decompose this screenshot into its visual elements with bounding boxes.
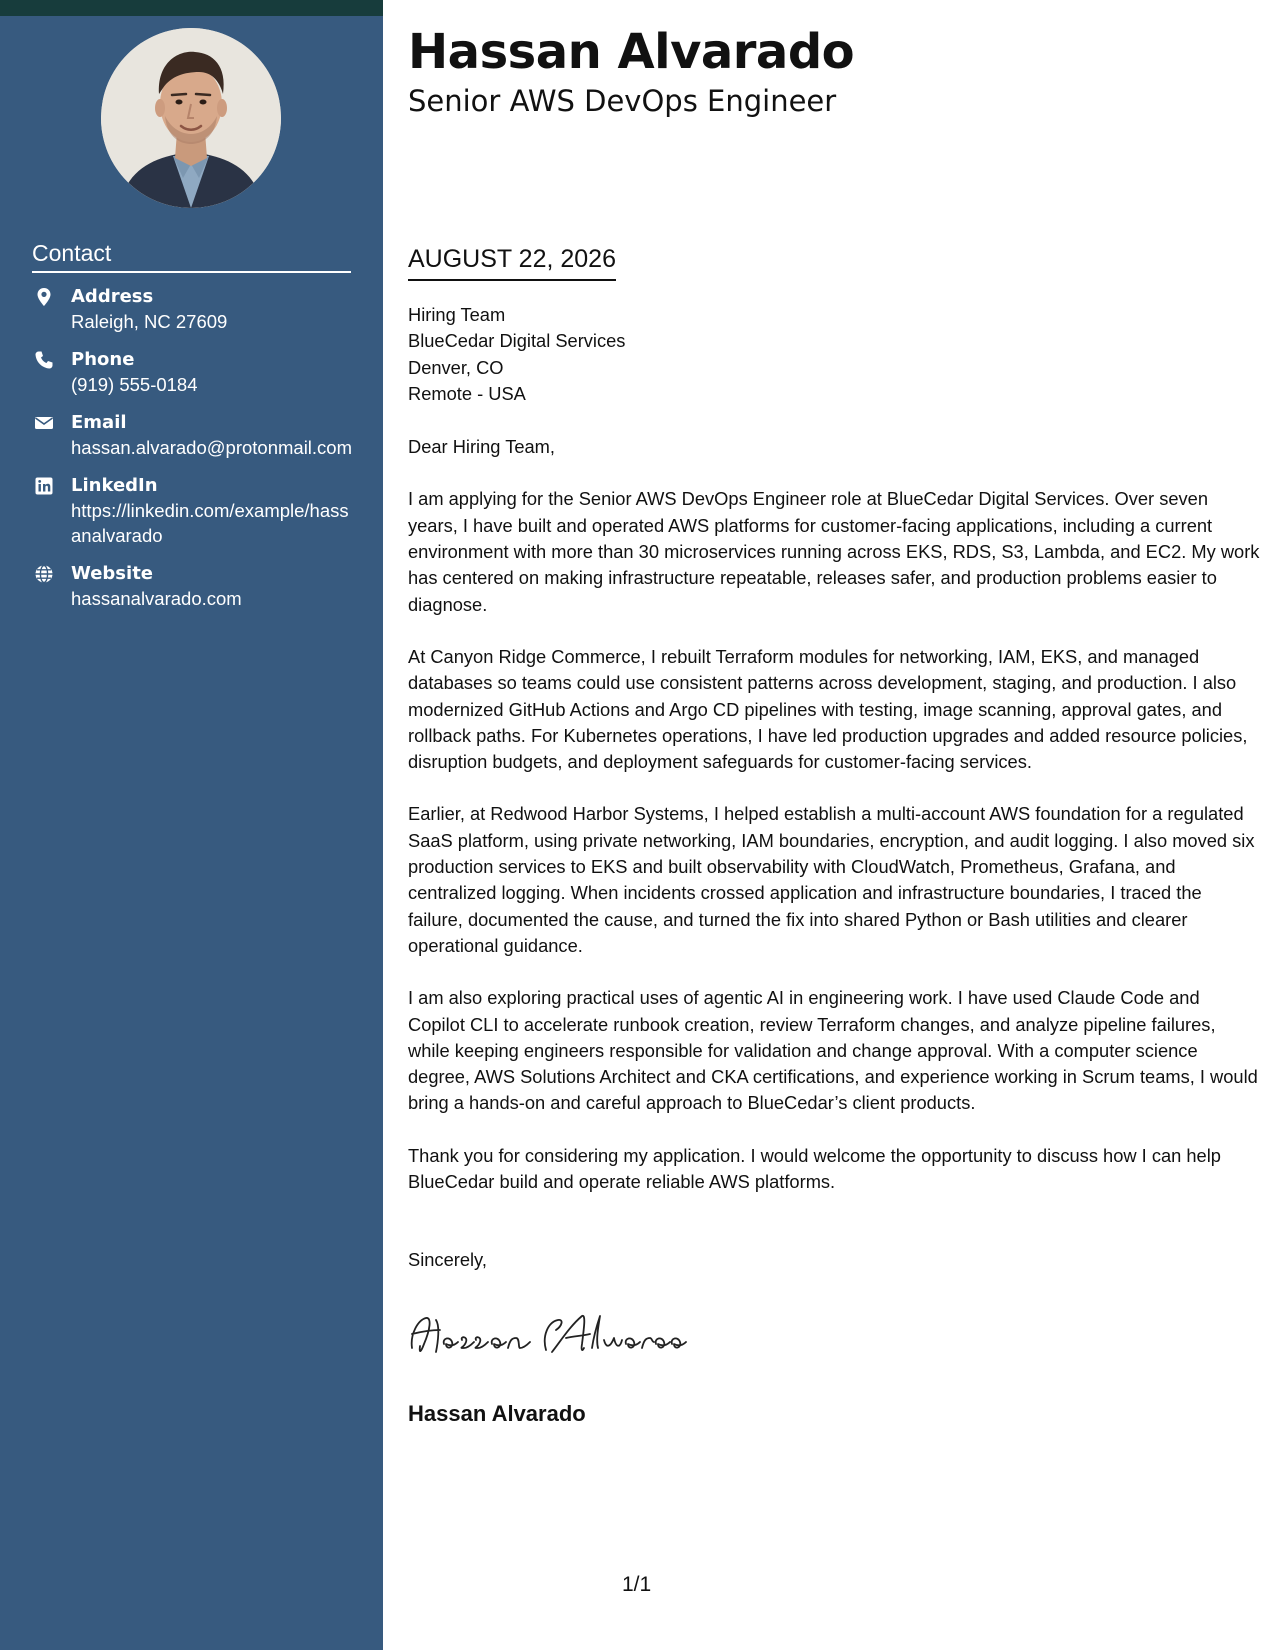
recipient-line: BlueCedar Digital Services <box>408 330 626 352</box>
letter-paragraph: Thank you for considering my application. I would welcome the opportunity to discuss how I can help BlueCedar build and operate reliable AWS platforms. <box>408 1144 1221 1193</box>
letter-paragraph: I am also exploring practical uses of agentic AI in engineering work. I have used Claude Code and Copilot CLI to accelerate runbook creation, review Terraform changes, and analyze pipeline failures, while keeping engineers responsible for validation and change approval. With a computer science degree, AWS Solutions Architect and CKA certifications, and experience working in Scrum teams, I would bring a hands-on and careful approach to BlueCedar’s client products. <box>408 987 1258 1114</box>
applicant-name: Hassan Alvarado <box>408 24 855 80</box>
page-number: 1/1 <box>622 1573 652 1596</box>
linkedin-value[interactable]: https://linkedin.com/example/hassanalvarado <box>71 500 349 546</box>
phone-icon <box>34 350 54 370</box>
recipient-block <box>408 302 1260 407</box>
signature <box>406 1304 696 1364</box>
recipient-line: Hiring Team <box>408 304 506 325</box>
letter-body <box>408 302 1260 1274</box>
date-block <box>408 243 616 281</box>
globe-icon <box>34 564 54 584</box>
contact-label-linkedin: LinkedIn <box>71 475 158 496</box>
envelope-icon <box>34 413 54 433</box>
contact-item-website <box>32 562 352 611</box>
email-value[interactable]: hassan.alvarado@protonmail.com <box>71 437 353 458</box>
recipient-line: Denver, CO <box>408 356 504 378</box>
website-value[interactable]: hassanalvarado.com <box>71 588 242 609</box>
address-value: Raleigh, NC 27609 <box>71 311 228 332</box>
avatar <box>101 28 281 208</box>
map-pin-icon <box>34 287 54 307</box>
sidebar-top-bar <box>0 0 383 16</box>
sidebar <box>0 0 383 1650</box>
signed-name: Hassan Alvarado <box>408 1401 586 1426</box>
letter-paragraph: I am applying for the Senior AWS DevOps Engineer role at BlueCedar Digital Services. Over seven years, I have built and operated AWS platforms for customer-facing applications, including a current environment with more than 30 microservices running across EKS, RDS, S3, Lambda, and EC2. My work has centered on making infrastructure repeatable, releases safer, and production problems easier to diagnose. <box>408 488 1260 615</box>
letter-paragraph: Earlier, at Redwood Harbor Systems, I helped establish a multi-account AWS foundation for a regulated SaaS platform, using private networking, IAM boundaries, encryption, and audit logging. I also moved six production services to EKS and built observability with CloudWatch, Prometheus, Grafana, and centralized logging. When incidents crossed application and infrastructure boundaries, I traced the failure, documented the cause, and turned the fix into shared Python or Bash utilities and clearer operational guidance. <box>408 803 1255 956</box>
contact-heading: Contact <box>32 240 351 273</box>
closing: Sincerely, <box>408 1249 487 1271</box>
contact-label-email: Email <box>71 412 127 433</box>
salutation: Dear Hiring Team, <box>408 436 555 458</box>
contact-label-phone: Phone <box>71 349 135 370</box>
contact-label-website: Website <box>71 563 154 584</box>
contact-list <box>32 285 352 625</box>
contact-label-address: Address <box>71 286 154 307</box>
job-title: Senior AWS DevOps Engineer <box>408 84 837 118</box>
letter-paragraph: At Canyon Ridge Commerce, I rebuilt Terraform modules for networking, IAM, EKS, and managed databases so teams could use consistent patterns across development, staging, and production. I also modernized GitHub Actions and Argo CD pipelines with testing, image scanning, approval gates, and rollback paths. For Kubernetes operations, I have led production upgrades and added resource policies, disruption budgets, and deployment safeguards for customer-facing services. <box>408 645 1248 773</box>
contact-item-phone <box>32 348 352 397</box>
phone-value: (919) 555-0184 <box>71 374 198 395</box>
contact-item-linkedin <box>32 474 352 548</box>
recipient-line: Remote - USA <box>408 382 526 404</box>
linkedin-icon <box>34 476 54 496</box>
contact-item-email <box>32 411 352 460</box>
contact-item-address <box>32 285 352 334</box>
letter-date: AUGUST 22, 2026 <box>408 243 616 281</box>
